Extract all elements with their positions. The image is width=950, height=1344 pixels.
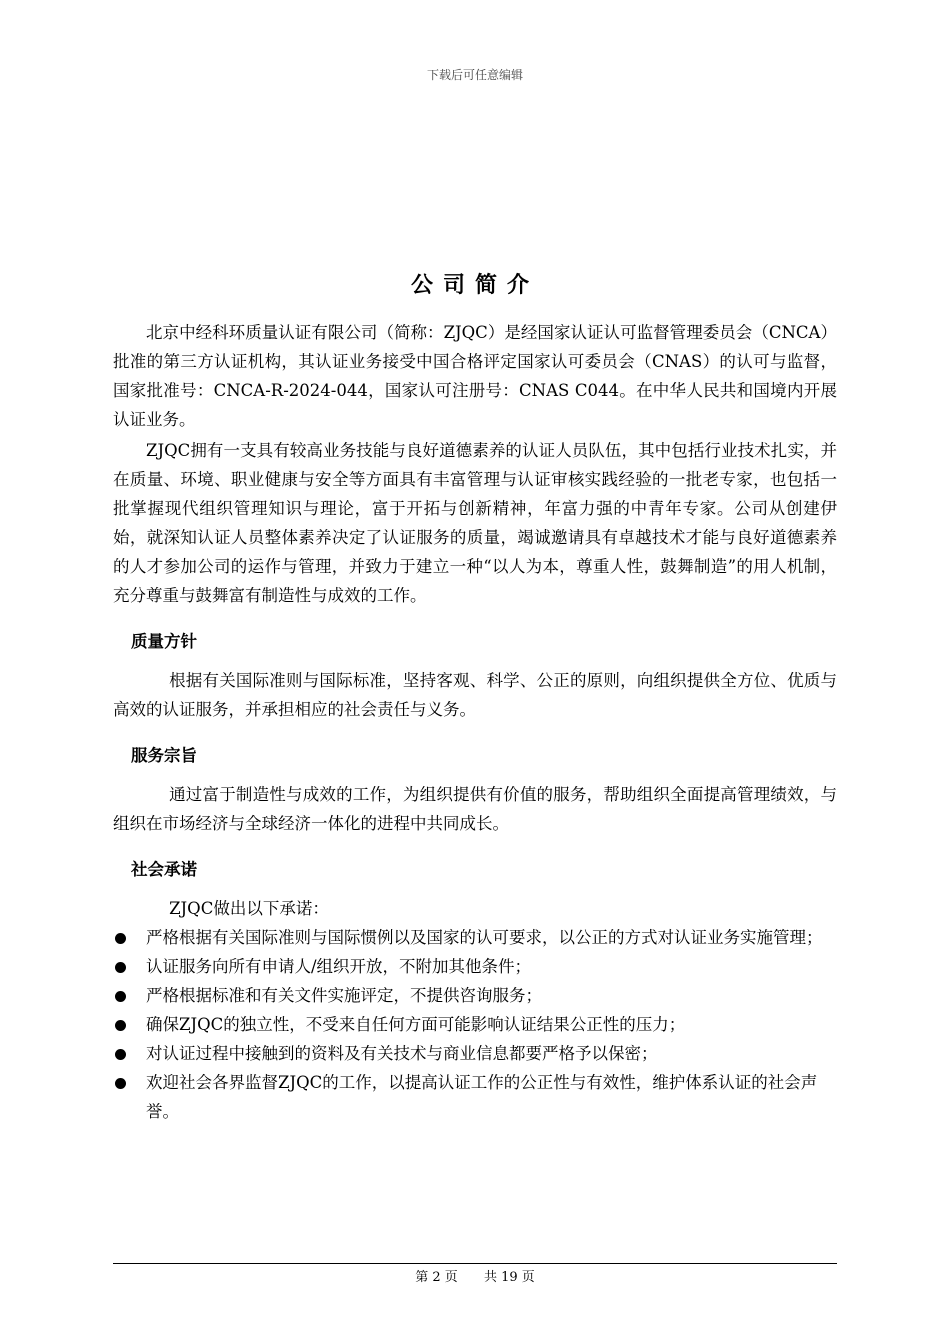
- commitment-list: [113, 923, 837, 1126]
- document-body: [113, 318, 837, 1126]
- social-commitment-heading: 社会承诺: [131, 860, 197, 879]
- service-aim-heading: 服务宗旨: [131, 746, 197, 765]
- commitment-text: 严格根据有关国际准则与国际惯例以及国家的认可要求，以公正的方式对认证业务实施管理；: [146, 928, 823, 947]
- list-item: [113, 952, 837, 981]
- commitment-text: 认证服务向所有申请人/组织开放，不附加其他条件；: [146, 957, 532, 976]
- list-item: [113, 981, 837, 1010]
- commitment-text: 严格根据标准和有关文件实施评定，不提供咨询服务；: [146, 986, 542, 1005]
- page-total: 共 19 页: [483, 1270, 535, 1285]
- commitment-text: 欢迎社会各界监督ZJQC的工作，以提高认证工作的公正性与有效性，维护体系认证的社会声誉。: [146, 1073, 818, 1121]
- social-commitment-lead: ZJQC做出以下承诺：: [169, 899, 329, 918]
- commitment-text: 对认证过程中接触到的资料及有关技术与商业信息都要严格予以保密；: [146, 1044, 658, 1063]
- intro-paragraph-2: ZJQC拥有一支具有较高业务技能与良好道德素养的认证人员队伍，其中包括行业技术扎实，并在质量、环境、职业健康与安全等方面具有丰富管理与认证审核实践经验的一批老专家，也包括一批掌握现代组织管理知识与理论，富于开拓与创新精神，年富力强的中青年专家。公司从创建伊始，就深知认证人员整体素养决定了认证服务的质量，竭诚邀请具有卓越技术才能与良好道德素养的人才参加公司的运作与管理，并致力于建立一种“以人为本，尊重人性，鼓舞制造”的用人机制，充分尊重与鼓舞富有制造性与成效的工作。: [113, 441, 837, 605]
- page-number: 第 2 页: [415, 1270, 458, 1285]
- bullet-icon: [115, 1020, 126, 1031]
- bullet-icon: [115, 991, 126, 1002]
- bullet-icon: [115, 1078, 126, 1089]
- list-item: [113, 1010, 837, 1039]
- list-item: [113, 1039, 837, 1068]
- quality-policy-text: 根据有关国际准则与国际标准，坚持客观、科学、公正的原则，向组织提供全方位、优质与高效的认证服务，并承担相应的社会责任与义务。: [113, 671, 837, 719]
- bullet-icon: [115, 1049, 126, 1060]
- bullet-icon: [115, 962, 126, 973]
- list-item: [113, 923, 837, 952]
- page-title: 公司简介: [410, 273, 539, 298]
- list-item: [113, 1068, 837, 1126]
- service-aim-text: 通过富于制造性与成效的工作，为组织提供有价值的服务，帮助组织全面提高管理绩效，与组织在市场经济与全球经济一体化的进程中共同成长。: [113, 785, 837, 833]
- header-note: 下载后可任意编辑: [426, 68, 523, 82]
- footer-divider: [113, 1263, 837, 1264]
- commitment-text: 确保ZJQC的独立性，不受来自任何方面可能影响认证结果公正性的压力；: [146, 1015, 686, 1034]
- intro-paragraph-1: 北京中经科环质量认证有限公司（简称：ZJQC）是经国家认证认可监督管理委员会（CNCA）批准的第三方认证机构，其认证业务接受中国合格评定国家认可委员会（CNAS）的认可与监督，国家批准号：CNCA-R-2024-044，国家认可注册号：CNAS C044。在中华人民共和国境内开展认证业务。: [113, 323, 837, 429]
- bullet-icon: [115, 933, 126, 944]
- page-footer: [0, 1266, 950, 1285]
- quality-policy-heading: 质量方针: [131, 632, 197, 651]
